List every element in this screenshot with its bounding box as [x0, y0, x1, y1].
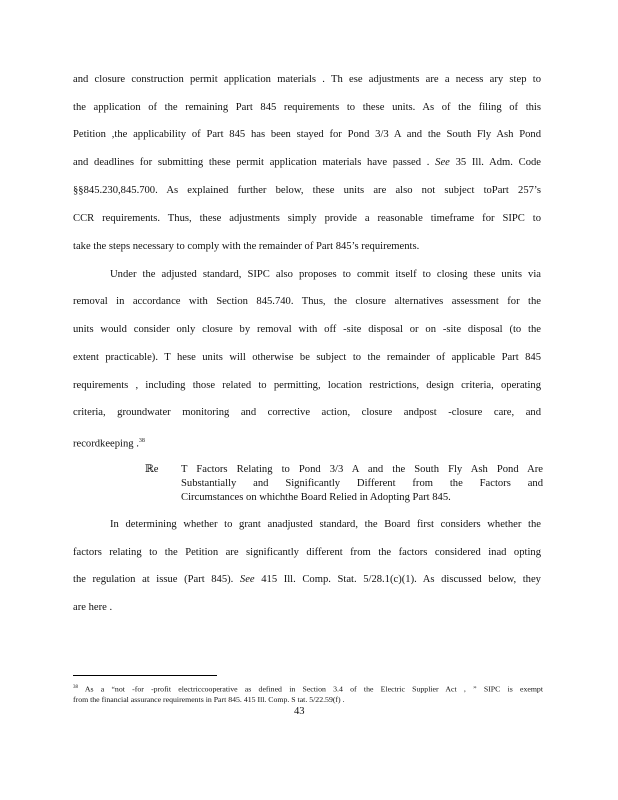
paragraph-1-line-4 [73, 157, 541, 169]
paragraph-1-line-1: and closure construction permit application materials . Th ese adjustments are a necess ary step to [73, 74, 541, 85]
paragraph-3-line-3-text: the regulation at issue (Part 845). [73, 574, 234, 585]
paragraph-2-line-7-text: recordkeeping . [73, 438, 139, 450]
footnote-line-2: from the financial assurance requirements in Part 845. 415 Ill. Comp. S tat. 5/22.59(f) . [73, 695, 345, 704]
paragraph-3-line-2: factors relating to the Petition are significantly different from the factors considered inad opting [73, 547, 541, 558]
section-heading-text [181, 463, 543, 505]
paragraph-2-line-3: units would consider only closure by removal with off -site disposal or on -site disposal (to the [73, 324, 541, 335]
footnote-separator [73, 675, 217, 676]
paragraph-2-line-6: criteria, groundwater monitoring and corrective action, closure andpost -closure care, and [73, 407, 541, 418]
page-number: 43 [294, 706, 305, 717]
section-heading-line-1: T Factors Relating to Pond 3/3 A and the South Fly Ash Pond Are [181, 464, 543, 475]
paragraph-2-line-7 [73, 435, 541, 451]
footnote-number: 38 [73, 685, 78, 690]
see-signal: See [435, 157, 450, 168]
citation-text: 35 Ill. Adm. Code [455, 157, 542, 168]
paragraph-1-line-3: Petition ,the applicability of Part 845 has been stayed for Pond 3/3 A and the South Fly Ash Pond [73, 129, 541, 140]
citation-text: 415 Ill. Comp. Stat. 5/28.1(c)(1). As discussed below, they [261, 574, 541, 585]
paragraph-1-line-6: CCR requirements. Thus, these adjustments simply provide a reasonable timeframe for SIPC to [73, 213, 541, 224]
section-heading-line-3: Circumstances on whichthe Board Relied in Adopting Part 845. [181, 492, 451, 503]
paragraph-2-line-5: requirements , including those related to permitting, location restrictions, design criteria, operating [73, 380, 541, 391]
see-signal: See [239, 574, 255, 585]
section-heading-line-2: Substantially and Significantly Different from the Factors and [181, 478, 543, 489]
paragraph-1-line-4-text: and deadlines for submitting these permit application materials have passed . [73, 157, 430, 168]
footnote-text-1: As a “not -for -profit electriccooperative as defined in Section 3.4 of the Electric Supplier Act , ” SIPC is exempt [84, 684, 543, 694]
paragraph-3-line-4: are here . [73, 602, 113, 613]
section-heading-label: ℝe [145, 464, 159, 475]
paragraph-2-line-4: extent practicable). T hese units will otherwise be subject to the remainder of applicable Part 845 [73, 352, 541, 363]
paragraph-3-line-1: In determining whether to grant anadjusted standard, the Board first considers whether the [110, 519, 541, 530]
paragraph-2-line-2: removal in accordance with Section 845.740. Thus, the closure alternatives assessment for the [73, 296, 541, 307]
paragraph-2-line-1: Under the adjusted standard, SIPC also proposes to commit itself to closing these units via [110, 269, 541, 280]
paragraph-1-line-2: the application of the remaining Part 845 requirements to these units. As of the filing of this [73, 102, 541, 113]
footnote-reference: 38 [138, 438, 145, 444]
paragraph-3-line-3 [73, 574, 541, 586]
paragraph-1-line-5: §§845.230,845.700. As explained further below, these units are also not subject toPart 257’s [73, 185, 541, 196]
paragraph-1-line-7: take the steps necessary to comply with the remainder of Part 845’s requirements. [73, 241, 420, 252]
footnote-line-1 [73, 683, 543, 695]
